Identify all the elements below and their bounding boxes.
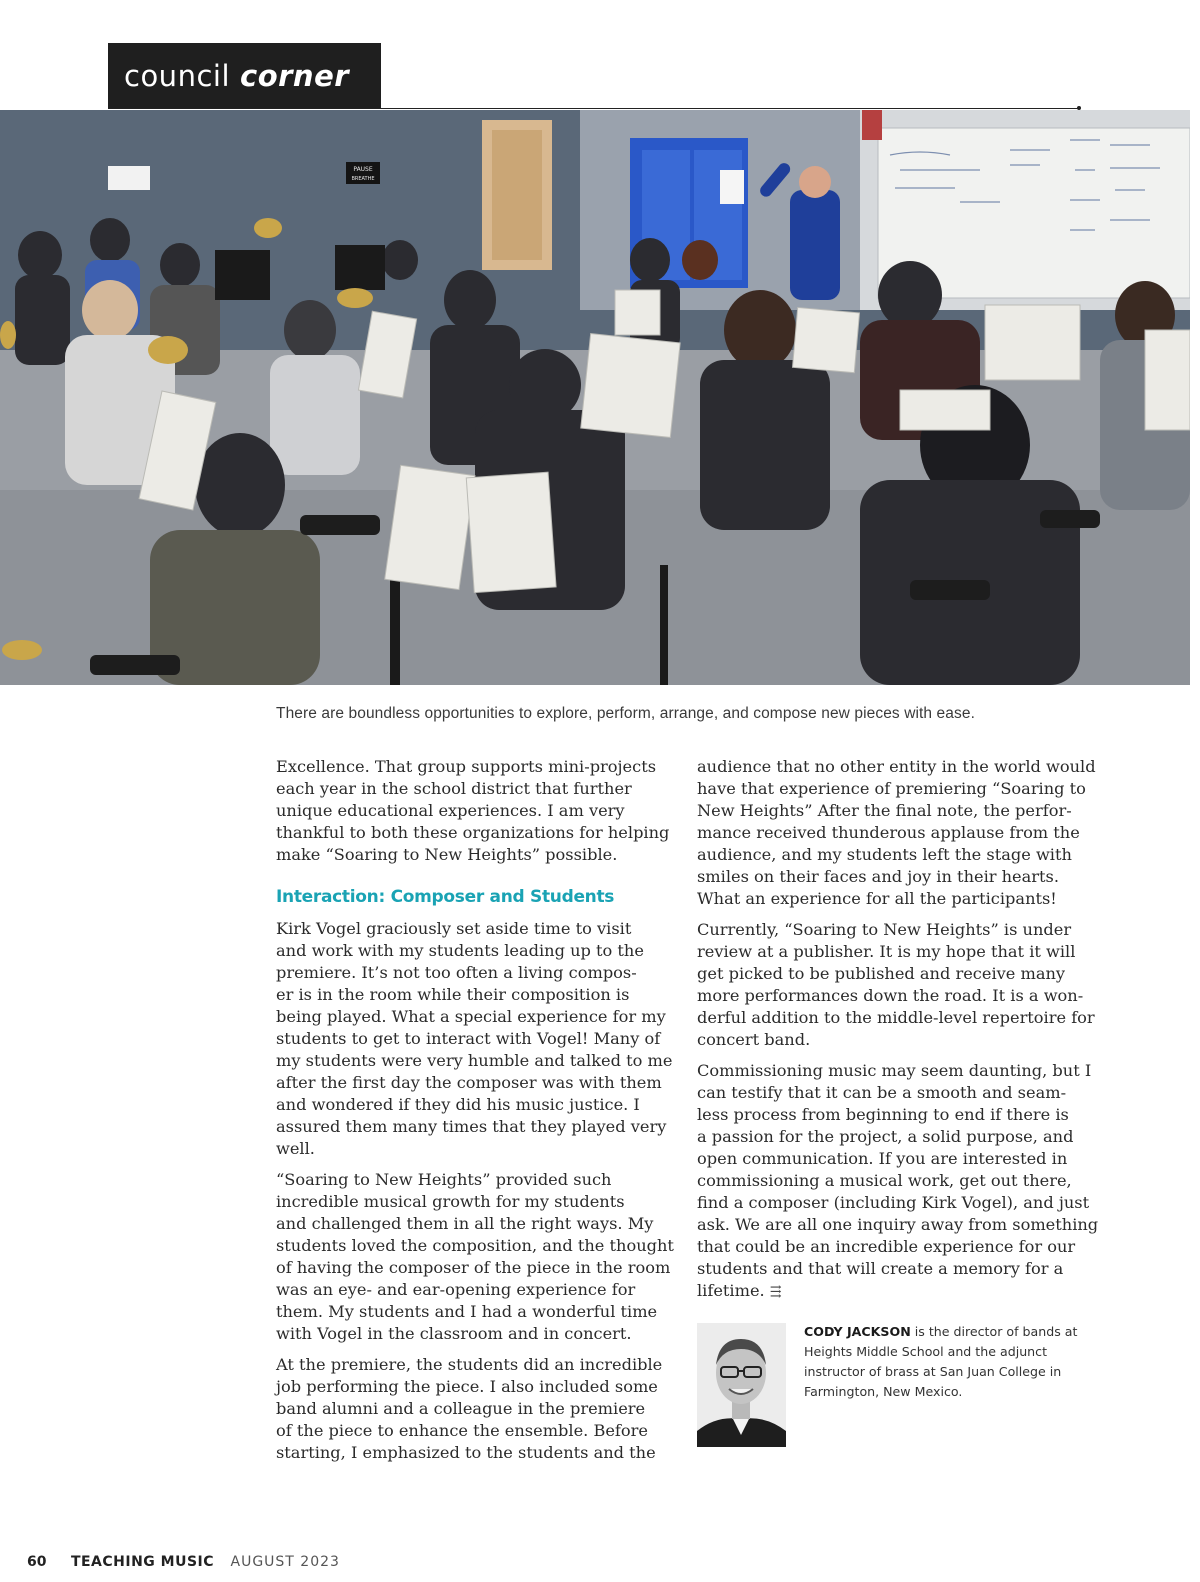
classroom-photo — [0, 110, 1190, 685]
page-footer — [27, 1554, 340, 1570]
text-line: smiles on their faces and joy in their hearts. — [697, 867, 1059, 886]
text-line: get picked to be published and receive many — [697, 964, 1066, 983]
text-line: Kirk Vogel graciously set aside time to visit — [276, 919, 632, 938]
text-line: assured them many times that they played very — [276, 1117, 667, 1136]
author-name: CODY JACKSON — [804, 1324, 911, 1339]
text-line: band alumni and a colleague in the premiere — [276, 1399, 646, 1418]
text-line: audience that no other entity in the world would — [697, 757, 1096, 776]
left-column — [276, 756, 674, 1473]
classroom-photo-illustration — [0, 110, 1190, 685]
text-line: ask. We are all one inquiry away from something — [697, 1215, 1099, 1234]
text-line: less process from beginning to end if there is — [697, 1105, 1069, 1124]
text-line: “Soaring to New Heights” provided such — [276, 1170, 612, 1189]
text-line: incredible musical growth for my students — [276, 1192, 625, 1211]
text-line: Commissioning music may seem daunting, but I — [697, 1061, 1092, 1080]
text-line: a passion for the project, a solid purpose, and — [697, 1127, 1074, 1146]
text-line: At the premiere, the students did an incredible — [276, 1355, 663, 1374]
text-line: was an eye- and ear-opening experience for — [276, 1280, 636, 1299]
text-line: students loved the composition, and the thought — [276, 1236, 674, 1255]
text-line: students to get to interact with Vogel! Many of — [276, 1029, 661, 1048]
left-paragraph-1 — [276, 756, 670, 866]
left-paragraph-2 — [276, 918, 673, 1160]
text-line: with Vogel in the classroom and in concert. — [276, 1324, 632, 1343]
issue-date: AUGUST 2023 — [230, 1554, 340, 1570]
text-line: er is in the room while their composition is — [276, 985, 630, 1004]
right-column — [697, 756, 1099, 1312]
text-line: open communication. If you are interested in — [697, 1149, 1068, 1168]
text-line: unique educational experiences. I am very — [276, 801, 625, 820]
text-line: concert band. — [697, 1030, 811, 1049]
text-line: thankful to both these organizations for helping — [276, 823, 670, 842]
left-paragraph-3 — [276, 1169, 674, 1345]
text-line: derful addition to the middle-level repertoire for — [697, 1008, 1095, 1027]
photo-caption: There are boundless opportunities to explore, perform, arrange, and compose new pieces with ease. — [276, 705, 975, 722]
text-line: What an experience for all the participants! — [697, 889, 1057, 908]
text-line: Excellence. That group supports mini-projects — [276, 757, 657, 776]
text-line: and challenged them in all the right ways. My — [276, 1214, 654, 1233]
section-subhead: Interaction: Composer and Students — [276, 887, 615, 907]
text-line: job performing the piece. I also included some — [276, 1377, 658, 1396]
bio-text: is the director of bands at — [910, 1324, 1078, 1339]
left-paragraph-4 — [276, 1354, 666, 1464]
header-rule — [108, 108, 1080, 109]
text-line-last — [697, 1280, 1089, 1303]
text-line: my students were very humble and talked to me — [276, 1051, 673, 1070]
magazine-name: TEACHING MUSIC — [70, 1554, 215, 1570]
right-paragraph-1 — [697, 756, 1096, 910]
text-line: well. — [276, 1139, 315, 1158]
pause-sign-line-1: PAUSE — [353, 166, 373, 173]
right-paragraph-3 — [697, 1060, 1099, 1303]
text-line: and work with my students leading up to the — [276, 941, 644, 960]
author-headshot — [697, 1323, 786, 1447]
bio-line-1 — [804, 1322, 1094, 1342]
text-line: have that experience of premiering “Soaring to — [697, 779, 1086, 798]
bio-line-4: Farmington, New Mexico. — [804, 1384, 963, 1399]
bio-line-3: instructor of brass at San Juan College in — [804, 1364, 1062, 1379]
author-headshot-illustration — [697, 1323, 786, 1447]
text-line: make “Soaring to New Heights” possible. — [276, 845, 618, 864]
text-line: Currently, “Soaring to New Heights” is under — [697, 920, 1072, 939]
section-tag — [108, 43, 381, 109]
text-line: commissioning a musical work, get out there, — [697, 1171, 1072, 1190]
text-line: mance received thunderous applause from the — [697, 823, 1080, 842]
section-tag-word-2: corner — [240, 59, 350, 93]
right-paragraph-2 — [697, 919, 1095, 1051]
text-line: of having the composer of the piece in the room — [276, 1258, 671, 1277]
pause-sign-line-2: BREATHE — [351, 176, 375, 182]
text-line: review at a publisher. It is my hope that it will — [697, 942, 1076, 961]
text-line: starting, I emphasized to the students and the — [276, 1443, 656, 1462]
text-line: being played. What a special experience for my — [276, 1007, 666, 1026]
end-of-article-icon: ⇶ — [769, 1284, 782, 1300]
text-line: can testify that it can be a smooth and seam- — [697, 1083, 1067, 1102]
bio-line-2: Heights Middle School and the adjunct — [804, 1344, 1048, 1359]
text-line: find a composer (including Kirk Vogel), and just — [697, 1193, 1090, 1212]
section-tag-word-1: council — [124, 59, 231, 93]
text-line: more performances down the road. It is a won- — [697, 986, 1084, 1005]
text-line: and wondered if they did his music justice. I — [276, 1095, 640, 1114]
text-line: after the first day the composer was with them — [276, 1073, 662, 1092]
text-line: New Heights” After the final note, the perfor- — [697, 801, 1072, 820]
page-number: 60 — [27, 1554, 47, 1570]
text-line: lifetime. — [697, 1281, 765, 1300]
text-line: them. My students and I had a wonderful time — [276, 1302, 658, 1321]
author-bio — [804, 1322, 1094, 1402]
text-line: students and that will create a memory for a — [697, 1259, 1064, 1278]
text-line: each year in the school district that further — [276, 779, 632, 798]
text-line: audience, and my students left the stage with — [697, 845, 1072, 864]
text-line: of the piece to enhance the ensemble. Before — [276, 1421, 648, 1440]
text-line: premiere. It’s not too often a living compos- — [276, 963, 637, 982]
text-line: that could be an incredible experience for our — [697, 1237, 1076, 1256]
